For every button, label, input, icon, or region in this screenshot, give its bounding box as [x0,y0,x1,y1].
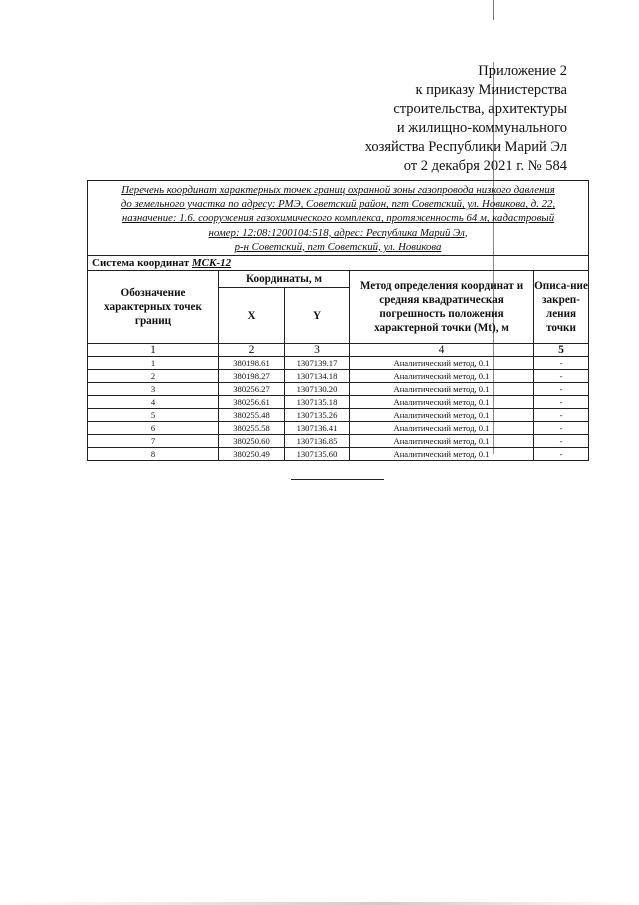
cell-method: Аналитический метод, 0.1 [350,448,534,461]
table-title-line: назначение: 1.6. сооружения газохимического комплекса, протяженность 64 м, кадастровый [121,212,555,225]
header-line: к приказу Министерства [415,82,567,98]
coordinate-system-value: МСК-12 [191,257,232,270]
table-row [88,370,589,383]
cell-x: 380198.27 [219,370,285,383]
coordinate-system [88,256,589,271]
cell-method: Аналитический метод, 0.1 [350,435,534,448]
cell-method: Аналитический метод, 0.1 [350,357,534,370]
cell-method: Аналитический метод, 0.1 [350,383,534,396]
header-y: Y [285,288,350,344]
column-number: 4 [350,344,534,357]
header-line: и жилищно-коммунального [396,120,567,136]
header-coordinates: Координаты, м [219,271,350,288]
cell-y: 1307135.60 [285,448,350,461]
cell-method: Аналитический метод, 0.1 [350,422,534,435]
cell-method: Аналитический метод, 0.1 [350,396,534,409]
cell-point: 7 [88,435,219,448]
cell-description: - [534,370,589,383]
cell-x: 380255.58 [219,422,285,435]
cell-description: - [534,448,589,461]
table-row [88,383,589,396]
cell-point: 4 [88,396,219,409]
cell-method: Аналитический метод, 0.1 [350,370,534,383]
column-number: 3 [285,344,350,357]
cell-x: 380256.27 [219,383,285,396]
header-point-designation: Обозначение характерных точек границ [88,271,219,344]
table-title-line: номер: 12:08:1200104:518, адрес: Республика Марий Эл, [208,226,468,239]
cell-point: 2 [88,370,219,383]
cell-description: - [534,409,589,422]
coordinates-table [87,180,589,461]
scan-artifact-line [493,0,494,20]
end-separator-line [291,479,384,480]
coordinate-system-label: Система координат [92,257,190,270]
cell-y: 1307136.41 [285,422,350,435]
cell-description: - [534,357,589,370]
column-number: 2 [219,344,285,357]
cell-y: 1307130.20 [285,383,350,396]
cell-y: 1307134.18 [285,370,350,383]
cell-method: Аналитический метод, 0.1 [350,409,534,422]
table-row [88,396,589,409]
header-line: Приложение 2 [478,63,567,79]
column-number-row [88,344,589,357]
cell-x: 380250.49 [219,448,285,461]
cell-y: 1307139.17 [285,357,350,370]
cell-x: 380198.61 [219,357,285,370]
cell-y: 1307136.85 [285,435,350,448]
cell-point: 5 [88,409,219,422]
cell-description: - [534,396,589,409]
cell-y: 1307135.26 [285,409,350,422]
cell-point: 3 [88,383,219,396]
appendix-header [327,62,567,176]
table-title-line: р-н Советский, пгт Советский, ул. Новикова [234,240,442,253]
cell-x: 380256.61 [219,396,285,409]
table-title-line: Перечень координат характерных точек границ охранной зоны газопровода низкого давления [121,184,555,196]
cell-point: 1 [88,357,219,370]
cell-description: - [534,422,589,435]
header-line: хозяйства Республики Марий Эл [364,139,567,155]
cell-point: 6 [88,422,219,435]
cell-x: 380250.60 [219,435,285,448]
table-row [88,357,589,370]
header-line: строительства, архитектуры [393,101,567,117]
cell-y: 1307135.18 [285,396,350,409]
table-title-line: до земельного участка по адресу: РМЭ, Советский район, пгт Советский, ул. Новикова, д. 22, [120,198,556,211]
table-row [88,422,589,435]
table-row [88,435,589,448]
table-row [88,448,589,461]
table-title [88,181,589,256]
cell-point: 8 [88,448,219,461]
table-row [88,409,589,422]
cell-x: 380255.48 [219,409,285,422]
header-method: Метод определения координат и средняя квадратическая погрешность положения характерной точки (Mt), м [350,271,534,344]
column-number: 1 [88,344,219,357]
cell-description: - [534,383,589,396]
header-point-description: Описа-ние закреп-ления точки [534,271,589,344]
header-line: от 2 декабря 2021 г. № 584 [403,158,567,174]
cell-description: - [534,435,589,448]
column-number: 5 [534,344,589,357]
header-x: X [219,288,285,344]
